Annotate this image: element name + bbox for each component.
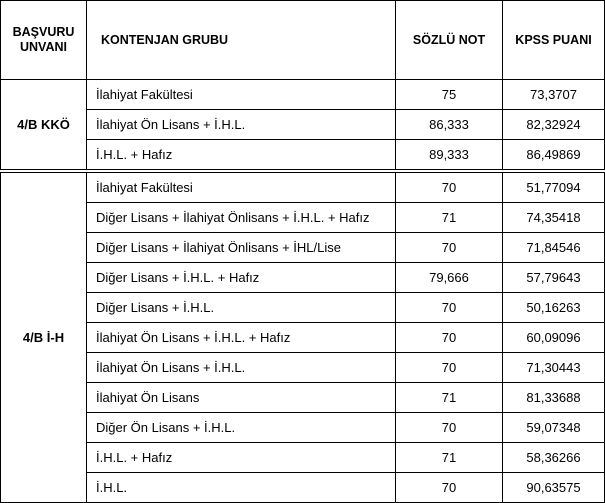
header-row: [1, 1, 605, 80]
grup-cell: İ.H.L.: [87, 473, 396, 503]
kpss-cell: 71,84546: [503, 233, 605, 263]
unvan-cell: 4/B KKÖ: [1, 80, 87, 170]
table-row: [1, 473, 605, 503]
sozlu-cell: 86,333: [396, 110, 503, 140]
kpss-cell: 90,63575: [503, 473, 605, 503]
table-row: [1, 353, 605, 383]
sozlu-cell: 75: [396, 80, 503, 110]
sozlu-cell: 70: [396, 233, 503, 263]
table-row: [1, 110, 605, 140]
sozlu-cell: 71: [396, 203, 503, 233]
grup-cell: İlahiyat Ön Lisans + İ.H.L. + Hafız: [87, 323, 396, 353]
kpss-cell: 59,07348: [503, 413, 605, 443]
grup-cell: Diğer Ön Lisans + İ.H.L.: [87, 413, 396, 443]
header-kontenjan-grubu: KONTENJAN GRUBU: [87, 1, 396, 80]
table-row: [1, 263, 605, 293]
table-row: [1, 233, 605, 263]
grup-cell: İlahiyat Ön Lisans + İ.H.L.: [87, 110, 396, 140]
table-row: [1, 323, 605, 353]
table-row: [1, 443, 605, 473]
kpss-cell: 81,33688: [503, 383, 605, 413]
kpss-cell: 86,49869: [503, 140, 605, 170]
kpss-cell: 73,3707: [503, 80, 605, 110]
sozlu-cell: 70: [396, 353, 503, 383]
header-sozlu-not: SÖZLÜ NOT: [396, 1, 503, 80]
kpss-cell: 71,30443: [503, 353, 605, 383]
table-row: [1, 383, 605, 413]
header-unvan-line2: UNVANI: [20, 40, 67, 54]
header-basvuru-unvani: [1, 1, 87, 80]
header-unvan-line1: BAŞVURU: [12, 25, 75, 39]
table-row: [1, 140, 605, 170]
grup-cell: İ.H.L. + Hafız: [87, 443, 396, 473]
sozlu-cell: 71: [396, 443, 503, 473]
sozlu-cell: 79,666: [396, 263, 503, 293]
grup-cell: Diğer Lisans + İlahiyat Önlisans + İHL/Lise: [87, 233, 396, 263]
grup-cell: İlahiyat Fakültesi: [87, 80, 396, 110]
kpss-cell: 57,79643: [503, 263, 605, 293]
grup-cell: İ.H.L. + Hafız: [87, 140, 396, 170]
sozlu-cell: 70: [396, 293, 503, 323]
kpss-cell: 60,09096: [503, 323, 605, 353]
sozlu-cell: 70: [396, 413, 503, 443]
kpss-cell: 51,77094: [503, 173, 605, 203]
kpss-cell: 50,16263: [503, 293, 605, 323]
kpss-cell: 82,32924: [503, 110, 605, 140]
sozlu-cell: 70: [396, 173, 503, 203]
table-row: [1, 293, 605, 323]
kpss-cell: 74,35418: [503, 203, 605, 233]
kpss-cell: 58,36266: [503, 443, 605, 473]
sozlu-cell: 89,333: [396, 140, 503, 170]
table-row: [1, 173, 605, 203]
grup-cell: Diğer Lisans + İ.H.L.: [87, 293, 396, 323]
grup-cell: Diğer Lisans + İlahiyat Önlisans + İ.H.L. + Hafız: [87, 203, 396, 233]
grup-cell: İlahiyat Ön Lisans: [87, 383, 396, 413]
table-row: [1, 413, 605, 443]
unvan-cell: 4/B İ-H: [1, 173, 87, 503]
sozlu-cell: 71: [396, 383, 503, 413]
table-row: [1, 203, 605, 233]
sozlu-cell: 70: [396, 323, 503, 353]
grup-cell: İlahiyat Fakültesi: [87, 173, 396, 203]
grup-cell: Diğer Lisans + İ.H.L. + Hafız: [87, 263, 396, 293]
sozlu-cell: 70: [396, 473, 503, 503]
header-kpss-puani: KPSS PUANI: [503, 1, 605, 80]
grup-cell: İlahiyat Ön Lisans + İ.H.L.: [87, 353, 396, 383]
table-row: [1, 80, 605, 110]
